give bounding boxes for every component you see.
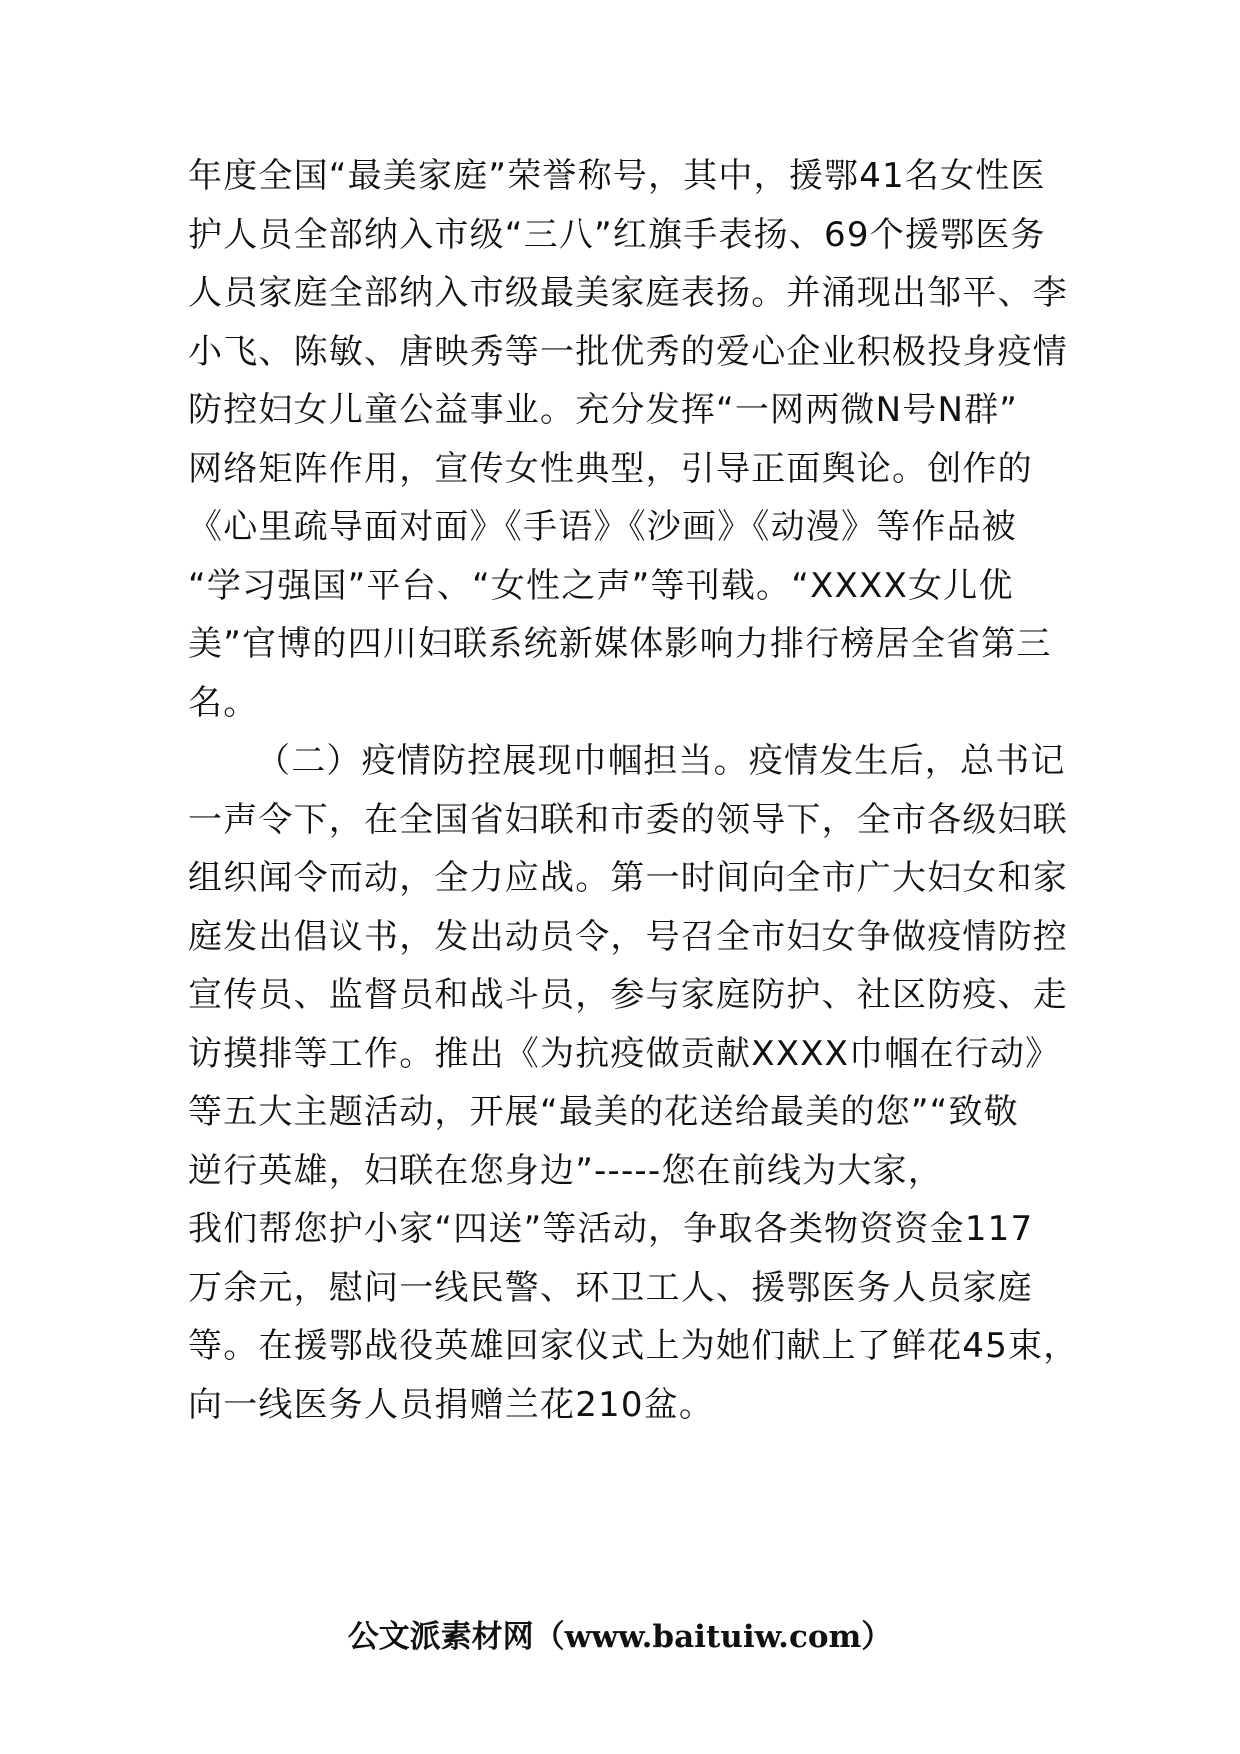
footer-watermark: 公文派素材网（www.baituiw.com）: [347, 1619, 893, 1655]
paragraph-line: “学习强国”平台、“女性之声”等刊载。“XXXX女儿优: [188, 566, 1014, 606]
paragraph-line: 万余元，慰问一线民警、环卫工人、援鄂医务人员家庭: [188, 1268, 1033, 1308]
paragraph-line: 等。在援鄂战役英雄回家仪式上为她们献上了鲜花45束，: [188, 1326, 1079, 1366]
paragraph-line: 年度全国“最美家庭”荣誉称号，其中，援鄂41名女性医: [188, 156, 1046, 196]
paragraph-line: 美”官博的四川妇联系统新媒体影响力排行榜居全省第三: [188, 624, 1052, 664]
paragraph-line: 《心里疏导面对面》《手语》《沙画》《动漫》等作品被: [188, 507, 1017, 547]
paragraph-line: 逆行英雄，妇联在您身边”-----您在前线为大家，: [188, 1151, 943, 1191]
paragraph-line: 宣传员、监督员和战斗员，参与家庭防护、社区防疫、走: [188, 975, 1068, 1015]
paragraph-line: 我们帮您护小家“四送”等活动，争取各类物资资金117: [188, 1209, 1034, 1249]
paragraph-line: 庭发出倡议书，发出动员令，号召全市妇女争做疫情防控: [188, 917, 1068, 957]
paragraph-line: 等五大主题活动，开展“最美的花送给最美的您”“致敬: [188, 1092, 1019, 1132]
paragraph-line: 网络矩阵作用，宣传女性典型，引导正面舆论。创作的: [188, 449, 1033, 489]
paragraph-line: 人员家庭全部纳入市级最美家庭表扬。并涌现出邹平、李: [188, 273, 1068, 313]
paragraph-line: 防控妇女儿童公益事业。充分发挥“一网两微N号N群”: [188, 390, 1019, 430]
paragraph-line: 名。: [188, 683, 259, 723]
paragraph-line: 一声令下，在全国省妇联和市委的领导下，全市各级妇联: [188, 800, 1068, 840]
paragraph-line: 小飞、陈敏、唐映秀等一批优秀的爱心企业积极投身疫情: [188, 332, 1068, 372]
paragraph-line: 护人员全部纳入市级“三八”红旗手表扬、69个援鄂医务: [188, 215, 1046, 255]
paragraph-line: 向一线医务人员捐赠兰花210盆。: [188, 1385, 715, 1425]
paragraph-line: 组织闻令而动，全力应战。第一时间向全市广大妇女和家: [188, 858, 1068, 898]
section-heading-line: （二）疫情防控展现巾帼担当。疫情发生后，总书记: [256, 741, 1066, 781]
paragraph-line: 访摸排等工作。推出《为抗疫做贡献XXXX巾帼在行动》: [188, 1034, 1061, 1074]
